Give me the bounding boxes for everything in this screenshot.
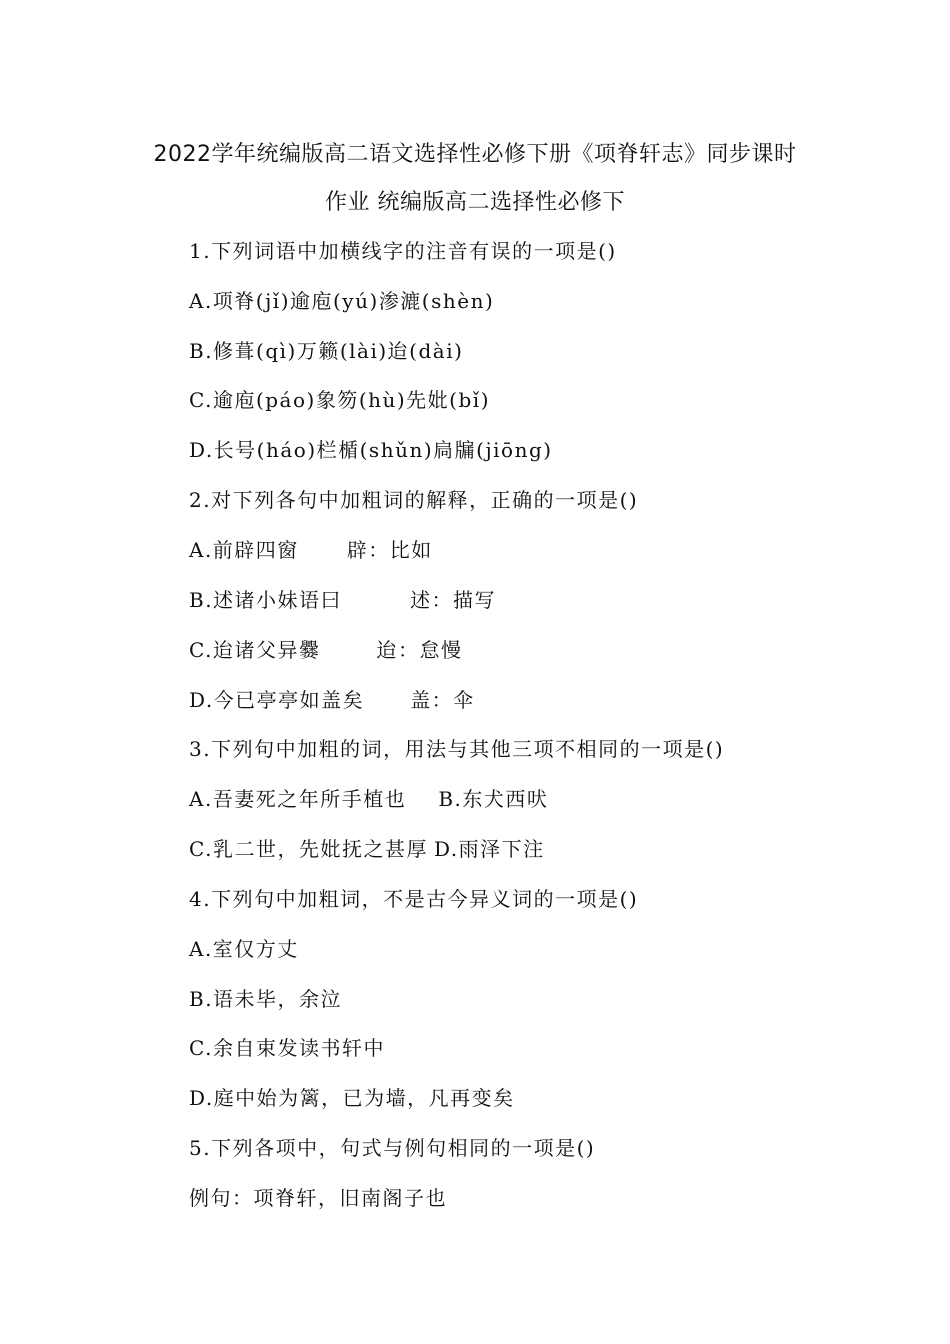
option-b: B.东犬西吠: [438, 787, 549, 811]
question-4-option-a: A.室仅方丈: [189, 937, 299, 961]
option-gloss: 述：描写: [410, 588, 497, 612]
question-4-option-d: D.庭中始为篱，已为墙，凡再变矣: [189, 1086, 515, 1110]
option-text: D.今已亭亭如盖矣: [189, 688, 365, 712]
question-4-option-c: C.余自束发读书轩中: [189, 1036, 385, 1060]
question-2-option-b: [189, 586, 496, 614]
question-3-options-row-1: [189, 785, 548, 813]
question-4-option-b: B.语未毕，余泣: [189, 987, 343, 1011]
question-2-option-c: [189, 636, 462, 664]
document-title-line-2: 作业 统编版高二选择性必修下: [325, 190, 625, 215]
option-a: A.吾妻死之年所手植也: [189, 787, 407, 811]
question-2-stem: 2.对下列各句中加粗词的解释，正确的一项是(): [189, 488, 639, 512]
question-3-options-row-2: [189, 835, 545, 863]
question-2-option-d: [189, 686, 475, 714]
document-title-line-1: 2022学年统编版高二语文选择性必修下册《项脊轩志》同步课时: [153, 142, 797, 167]
question-1-option-d: D.长号(háo)栏楯(shǔn)扃牖(jiōng): [189, 438, 553, 462]
question-5-example: 例句：项脊轩，旧南阁子也: [189, 1186, 447, 1210]
option-text: A.前辟四窗: [189, 538, 299, 562]
question-5-stem: 5.下列各项中，句式与例句相同的一项是(): [189, 1136, 596, 1160]
option-text: C.迨诸父异爨: [189, 638, 321, 662]
option-d: D.雨泽下注: [433, 837, 545, 861]
option-c: C.乳二世，先妣抚之甚厚: [189, 837, 428, 861]
option-gloss: 辟：比如: [346, 538, 433, 562]
question-1-option-b: B.修葺(qì)万籁(lài)迨(dài): [189, 339, 464, 363]
question-2-option-a: [189, 536, 433, 564]
option-gloss: 迨：怠慢: [376, 638, 463, 662]
option-gloss: 盖：伞: [410, 688, 475, 712]
question-4-stem: 4.下列句中加粗词，不是古今异义词的一项是(): [189, 887, 639, 911]
question-3-stem: 3.下列句中加粗的词，用法与其他三项不相同的一项是(): [189, 737, 725, 761]
question-1-option-a: A.项脊(jǐ)逾庖(yú)渗漉(shèn): [189, 289, 495, 313]
option-text: B.述诸小妹语曰: [189, 588, 343, 612]
question-1-stem: 1.下列词语中加横线字的注音有误的一项是(): [189, 239, 617, 263]
question-1-option-c: C.逾庖(páo)象笏(hù)先妣(bǐ): [189, 388, 490, 412]
